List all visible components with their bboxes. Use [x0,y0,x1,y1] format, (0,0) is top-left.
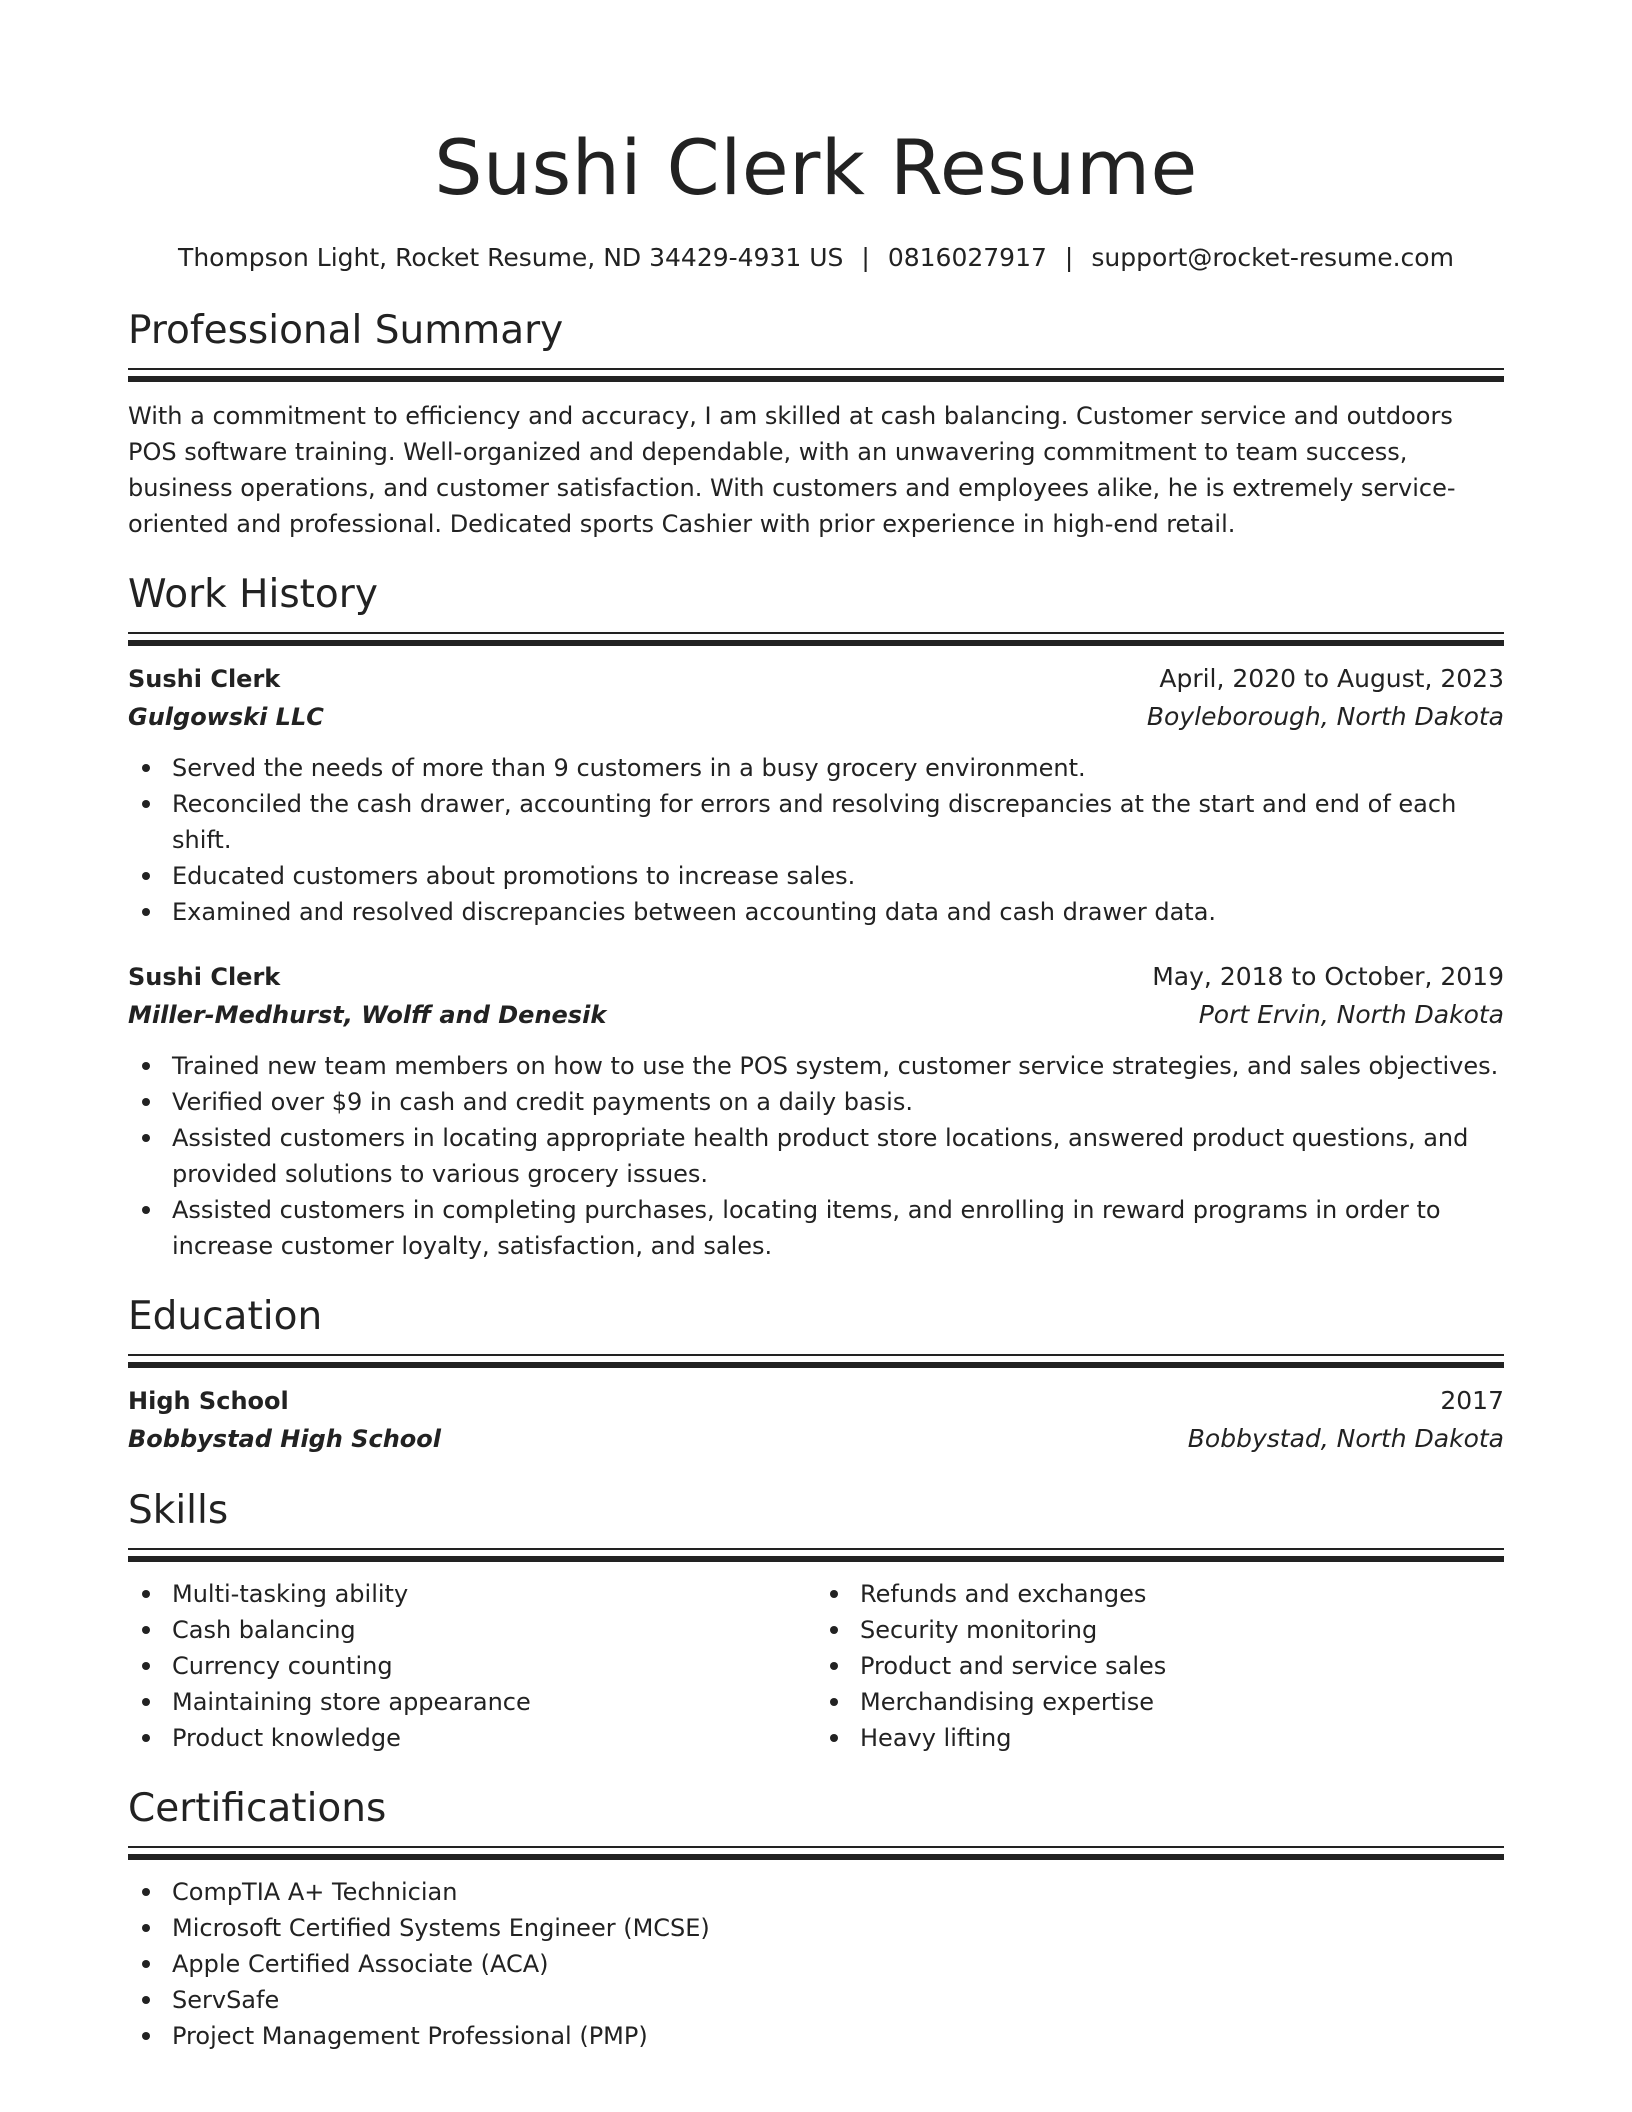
skill-item [816,1720,1504,1756]
section-title-education: Education [128,1294,323,1339]
bullet-icon [142,1996,150,2004]
bullet-icon [830,1662,838,1670]
skill-text: Product knowledge [172,1724,401,1752]
job-bullet-text: Trained new team members on how to use the POS system, customer service strategies, and sales objectives. [172,1052,1499,1080]
bullet-icon [142,800,150,808]
job-location: Boyleborough, North Dakota [1146,702,1504,731]
job-bullets [128,1048,1504,1264]
skill-item [816,1648,1504,1684]
job-bullet-text: Served the needs of more than 9 customers in a busy grocery environment. [172,754,1086,782]
section-divider-thick [128,376,1504,382]
job-bullet-text: Educated customers about promotions to increase sales. [172,862,856,890]
skill-text: Heavy lifting [860,1724,1012,1752]
section-divider [128,1354,1504,1356]
skills-grid [128,1576,1504,1756]
bullet-icon [142,1590,150,1598]
bullet-icon [142,1134,150,1142]
job-company: Miller-Medhurst, Wolff and Denesik [128,1001,607,1029]
contact-separator: | [1064,243,1074,272]
bullet-icon [142,1062,150,1070]
certification-text: Project Management Professional (PMP) [172,2022,648,2050]
skill-text: Merchandising expertise [860,1688,1155,1716]
job-entry [128,660,1504,930]
skill-item [128,1576,816,1612]
section-divider [128,1846,1504,1848]
job-bullet-text: Examined and resolved discrepancies between accounting data and cash drawer data. [172,898,1217,926]
skill-item [128,1612,816,1648]
skills-list [816,1576,1504,1756]
section-title-certifications: Certifications [128,1786,387,1831]
skills-list [128,1576,816,1756]
bullet-icon [142,764,150,772]
summary-text: With a commitment to efficiency and accuracy, I am skilled at cash balancing. Customer service and outdoors POS software training. Well-organized and dependable, with an unwavering commitment to team success, business operations, and customer satisfaction. With customers and employees alike, he is extremely service-oriented and professional. Dedicated sports Cashier with prior experience in high-end retail. [128,402,1456,538]
skill-text: Cash balancing [172,1616,356,1644]
skills-column-left [128,1576,816,1756]
summary-section [128,306,1504,542]
certification-item [128,2018,1504,2054]
skill-item [128,1684,816,1720]
contact-separator: | [861,243,870,272]
certification-text: Microsoft Certified Systems Engineer (MCSE) [172,1914,710,1942]
job-bullet-item [128,1192,1504,1264]
resume-title: Sushi Clerk Resume [434,123,1198,212]
bullet-icon [142,1924,150,1932]
certification-item [128,1874,1504,1910]
skill-item [128,1648,816,1684]
job-dates: April, 2020 to August, 2023 [1159,664,1504,693]
education-header-row [128,1382,1504,1420]
section-divider [128,1548,1504,1550]
certification-text: ServSafe [172,1986,280,2014]
job-bullet-item [128,894,1504,930]
job-bullets [128,750,1504,930]
education-school-row [128,1420,1504,1458]
bullet-icon [830,1698,838,1706]
job-header-row [128,660,1504,698]
certifications-section [128,1784,1504,2054]
skill-text: Currency counting [172,1652,393,1680]
contact-email: support@rocket-resume.com [1091,243,1454,272]
job-bullet-item [128,858,1504,894]
certification-item [128,1982,1504,2018]
job-bullet-text: Assisted customers in locating appropriate health product store locations, answered product questions, and provided solutions to various grocery issues. [172,1124,1469,1188]
job-bullet-text: Reconciled the cash drawer, accounting for errors and resolving discrepancies at the start and end of each shift. [172,790,1457,854]
section-title-summary: Professional Summary [128,308,564,353]
job-company-row [128,698,1504,736]
contact-phone: 0816027917 [887,243,1047,272]
job-bullet-item [128,1048,1504,1084]
skills-section [128,1486,1504,1756]
bullet-icon [142,1206,150,1214]
bullet-icon [142,2032,150,2040]
education-location: Bobbystad, North Dakota [1187,1424,1504,1453]
job-company: Gulgowski LLC [128,703,324,731]
skill-item [816,1576,1504,1612]
work-history-section [128,570,1504,1264]
certification-item [128,1946,1504,1982]
skill-text: Maintaining store appearance [172,1688,531,1716]
bullet-icon [142,1698,150,1706]
bullet-icon [830,1626,838,1634]
job-bullet-item [128,786,1504,858]
section-title-skills: Skills [128,1488,229,1533]
certification-text: CompTIA A+ Technician [172,1878,458,1906]
section-divider [128,368,1504,370]
education-school: Bobbystad High School [128,1425,442,1453]
job-bullet-item [128,1120,1504,1192]
skill-text: Refunds and exchanges [860,1580,1147,1608]
job-role: Sushi Clerk [128,963,281,991]
certifications-list [128,1874,1504,2054]
job-dates: May, 2018 to October, 2019 [1152,962,1504,991]
education-year: 2017 [1440,1386,1504,1415]
bullet-icon [142,908,150,916]
contact-line [128,240,1504,276]
bullet-icon [142,872,150,880]
section-divider [128,632,1504,634]
bullet-icon [142,1734,150,1742]
job-bullet-text: Assisted customers in completing purchases, locating items, and enrolling in reward programs in order to increase customer loyalty, satisfaction, and sales. [172,1196,1441,1260]
bullet-icon [142,1662,150,1670]
job-bullet-item [128,750,1504,786]
job-bullet-text: Verified over $9 in cash and credit payments on a daily basis. [172,1088,913,1116]
bullet-icon [142,1960,150,1968]
bullet-icon [142,1888,150,1896]
job-bullet-item [128,1084,1504,1120]
skill-item [816,1684,1504,1720]
section-title-work-history: Work History [128,572,378,617]
certification-text: Apple Certified Associate (ACA) [172,1950,549,1978]
job-location: Port Ervin, North Dakota [1198,1000,1504,1029]
education-entry [128,1382,1504,1458]
job-role: Sushi Clerk [128,665,281,693]
skill-text: Multi-tasking ability [172,1580,409,1608]
skills-column-right [816,1576,1504,1756]
bullet-icon [830,1734,838,1742]
section-divider-thick [128,1362,1504,1368]
bullet-icon [142,1626,150,1634]
contact-address: Thompson Light, Rocket Resume, ND 34429-4931 US [178,243,844,272]
section-divider-thick [128,1556,1504,1562]
skill-item [816,1612,1504,1648]
job-company-row [128,996,1504,1034]
education-section [128,1292,1504,1458]
section-divider-thick [128,1854,1504,1860]
education-degree: High School [128,1387,289,1415]
skill-item [128,1720,816,1756]
job-entry [128,958,1504,1264]
skill-text: Security monitoring [860,1616,1098,1644]
job-header-row [128,958,1504,996]
bullet-icon [830,1590,838,1598]
section-divider-thick [128,640,1504,646]
skill-text: Product and service sales [860,1652,1167,1680]
certification-item [128,1910,1504,1946]
bullet-icon [142,1098,150,1106]
